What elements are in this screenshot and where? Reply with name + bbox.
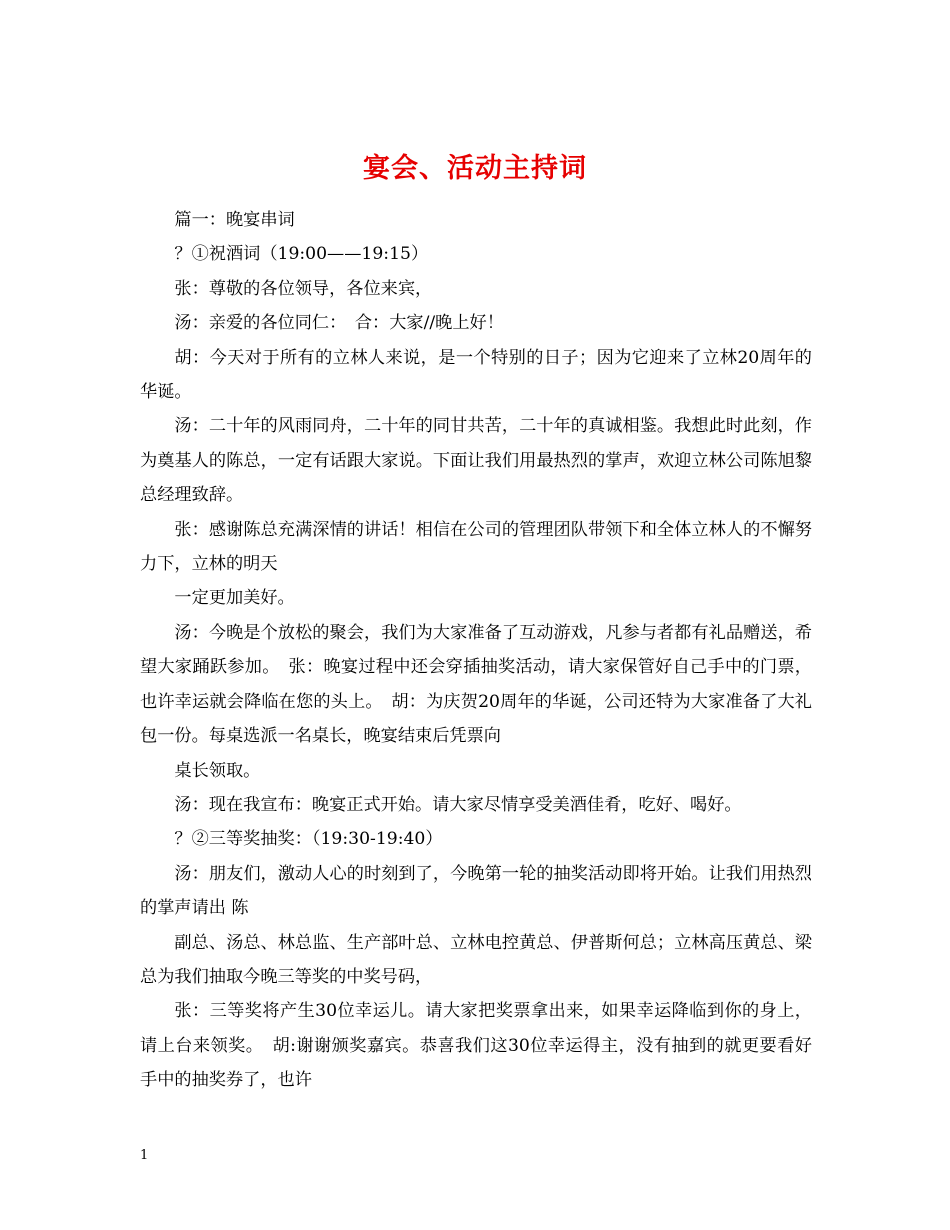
paragraph: 张：感谢陈总充满深情的讲话！相信在公司的管理团队带领下和全体立林人的不懈努力下，立林的明天	[140, 519, 812, 575]
paragraph: 副总、汤总、林总监、生产部叶总、立林电控黄总、伊普斯何总；立林高压黄总、梁总为我们抽取今晚三等奖的中奖号码，	[140, 932, 812, 987]
paragraph: 汤：亲爱的各位同仁： 合：大家//晚上好！	[174, 313, 504, 334]
paragraph: 张：三等奖将产生30位幸运儿。请大家把奖票拿出来，如果幸运降临到你的身上，请上台来领奖。 胡:谢谢颁奖嘉宾。恭喜我们这30位幸运得主，没有抽到的就更要看好手中的抽奖券了，也许	[140, 1001, 812, 1091]
document-body	[140, 203, 812, 1098]
paragraph: 汤：今晚是个放松的聚会，我们为大家准备了互动游戏，凡参与者都有礼品赠送，希望大家踊跃参加。 张：晚宴过程中还会穿插抽奖活动，请大家保管好自己手中的门票，也许幸运就会降临在您的头上。 胡：为庆贺20周年的华诞，公司还特为大家准备了大礼包一份。每桌选派一名桌长，晚宴结束后凭票向	[140, 622, 812, 747]
paragraph: 一定更加美好。	[174, 588, 295, 609]
paragraph: 汤：朋友们，激动人心的时刻到了，今晚第一轮的抽奖活动即将开始。让我们用热烈的掌声请出 陈	[140, 863, 812, 919]
paragraph: 汤：现在我宣布：晚宴正式开始。请大家尽情享受美酒佳肴，吃好、喝好。	[174, 794, 742, 815]
paragraph: 汤：二十年的风雨同舟，二十年的同甘共苦，二十年的真诚相鉴。我想此时此刻，作为奠基人的陈总，一定有话跟大家说。下面让我们用最热烈的掌声，欢迎立林公司陈旭黎总经理致辞。	[140, 416, 812, 506]
paragraph: 篇一：晚宴串词	[174, 210, 295, 230]
paragraph: ？①祝酒词（19:00——19:15）	[174, 244, 429, 265]
paragraph: 张：尊敬的各位领导，各位来宾，	[174, 278, 433, 299]
page-number: 1	[140, 1148, 149, 1163]
paragraph: 桌长领取。	[174, 760, 261, 781]
document-title: 宴会、活动主持词	[363, 153, 587, 185]
paragraph: ？②三等奖抽奖：（19:30-19:40）	[174, 829, 443, 850]
paragraph: 胡：今天对于所有的立林人来说，是一个特别的日子；因为它迎来了立林20周年的华诞。	[140, 347, 812, 403]
